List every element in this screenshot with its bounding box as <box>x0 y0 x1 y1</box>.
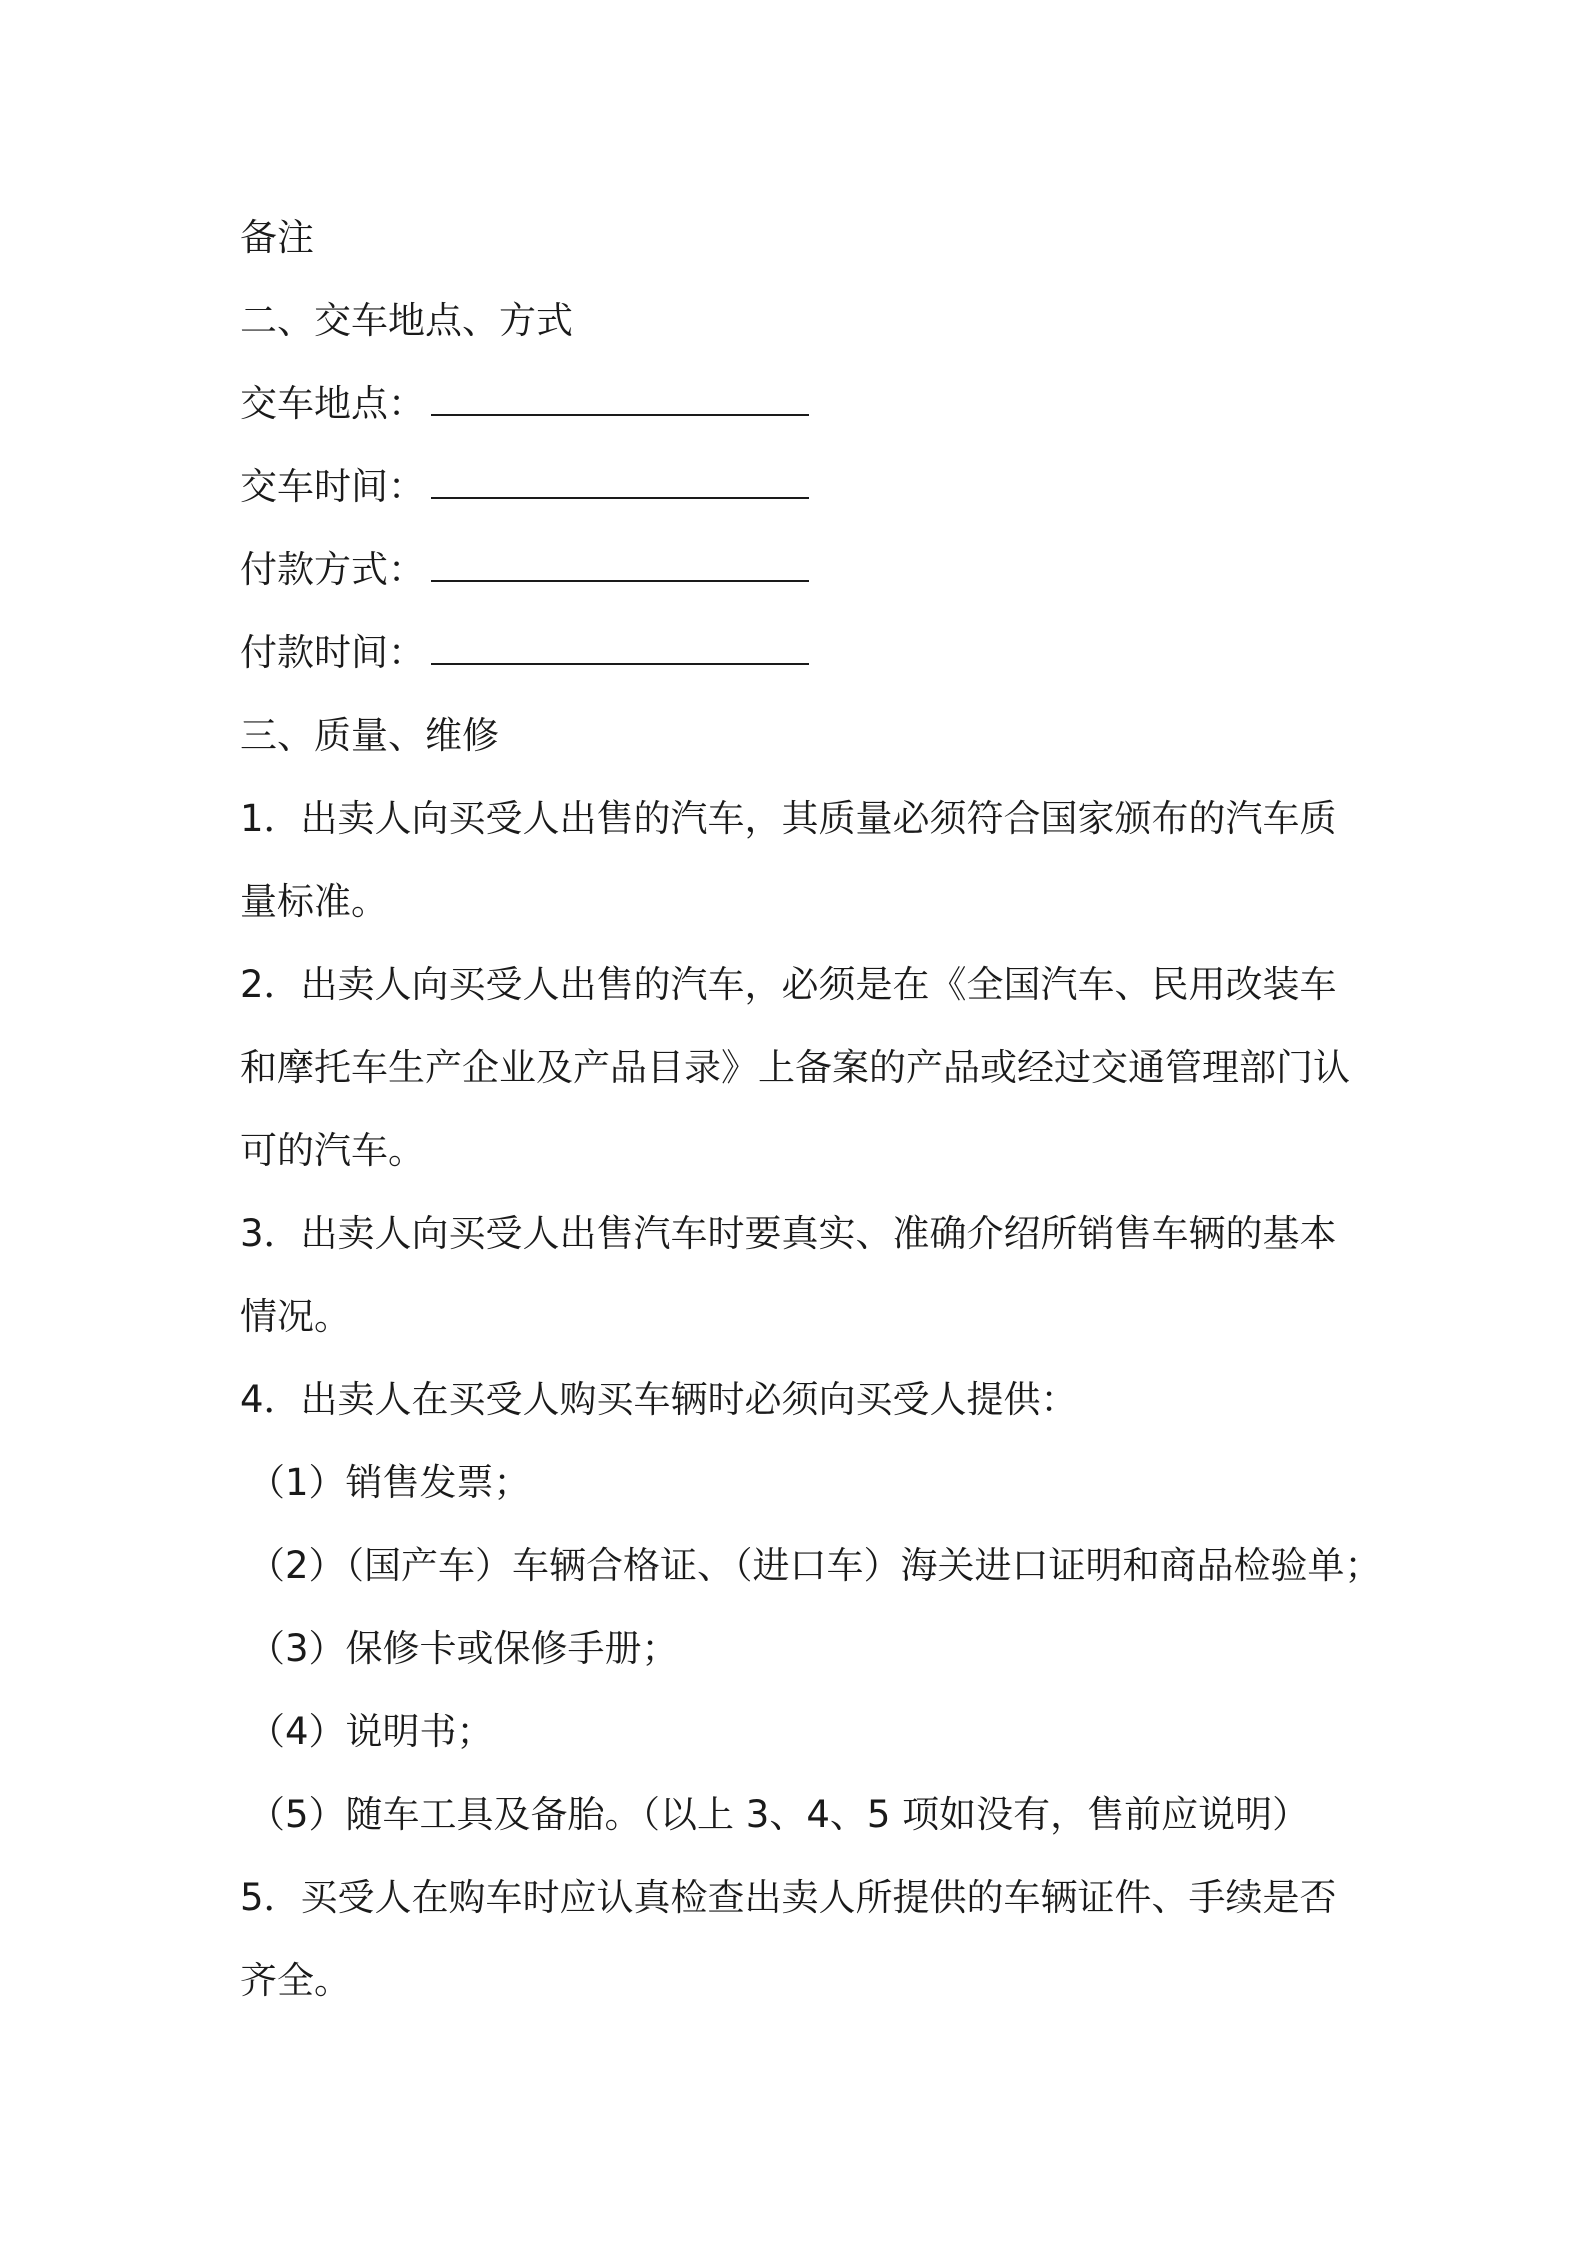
clause-2-line-1: 2．出卖人向买受人出售的汽车，必须是在《全国汽车、民用改装车 <box>240 963 1337 1006</box>
clause-5-line-1: 5．买受人在购车时应认真检查出卖人所提供的车辆证件、手续是否 <box>240 1876 1337 1919</box>
field-label: 付款时间： <box>240 631 425 674</box>
field-label: 交车时间： <box>240 465 425 508</box>
list-item: （1）销售发票； <box>248 1461 531 1504</box>
field-label: 付款方式： <box>240 548 425 591</box>
delivery-time-field <box>240 445 1360 528</box>
clause-3-line-2: 情况。 <box>240 1295 351 1338</box>
clause-1-line-2: 量标准。 <box>240 880 388 923</box>
clause-4: 4．出卖人在买受人购买车辆时必须向买受人提供： <box>240 1378 1078 1421</box>
section-3-title: 三、质量、维修 <box>240 714 499 757</box>
document-body <box>240 196 1382 2022</box>
list-item: （2）（国产车）车辆合格证、（进口车）海关进口证明和商品检验单； <box>248 1544 1382 1587</box>
remark-heading: 备注 <box>240 216 314 259</box>
payment-method-field <box>240 528 1360 611</box>
delivery-time-blank <box>431 473 809 499</box>
clause-2-line-2: 和摩托车生产企业及产品目录》上备案的产品或经过交通管理部门认 <box>240 1046 1350 1089</box>
list-item: （3）保修卡或保修手册； <box>248 1627 679 1670</box>
list-item: （4）说明书； <box>248 1710 494 1753</box>
clause-2-line-3: 可的汽车。 <box>240 1129 425 1172</box>
delivery-place-blank <box>431 390 809 416</box>
delivery-place-field <box>240 362 1360 445</box>
payment-time-field <box>240 611 1360 694</box>
payment-time-blank <box>431 639 809 665</box>
clause-5-line-2: 齐全。 <box>240 1959 351 2002</box>
payment-method-blank <box>431 556 809 582</box>
clause-1-line-1: 1．出卖人向买受人出售的汽车，其质量必须符合国家颁布的汽车质 <box>240 797 1337 840</box>
clause-3-line-1: 3．出卖人向买受人出售汽车时要真实、准确介绍所销售车辆的基本 <box>240 1212 1337 1255</box>
section-2-title: 二、交车地点、方式 <box>240 299 573 342</box>
list-item: （5）随车工具及备胎。（以上 3、4、5 项如没有，售前应说明） <box>248 1793 1310 1836</box>
field-label: 交车地点： <box>240 382 425 425</box>
